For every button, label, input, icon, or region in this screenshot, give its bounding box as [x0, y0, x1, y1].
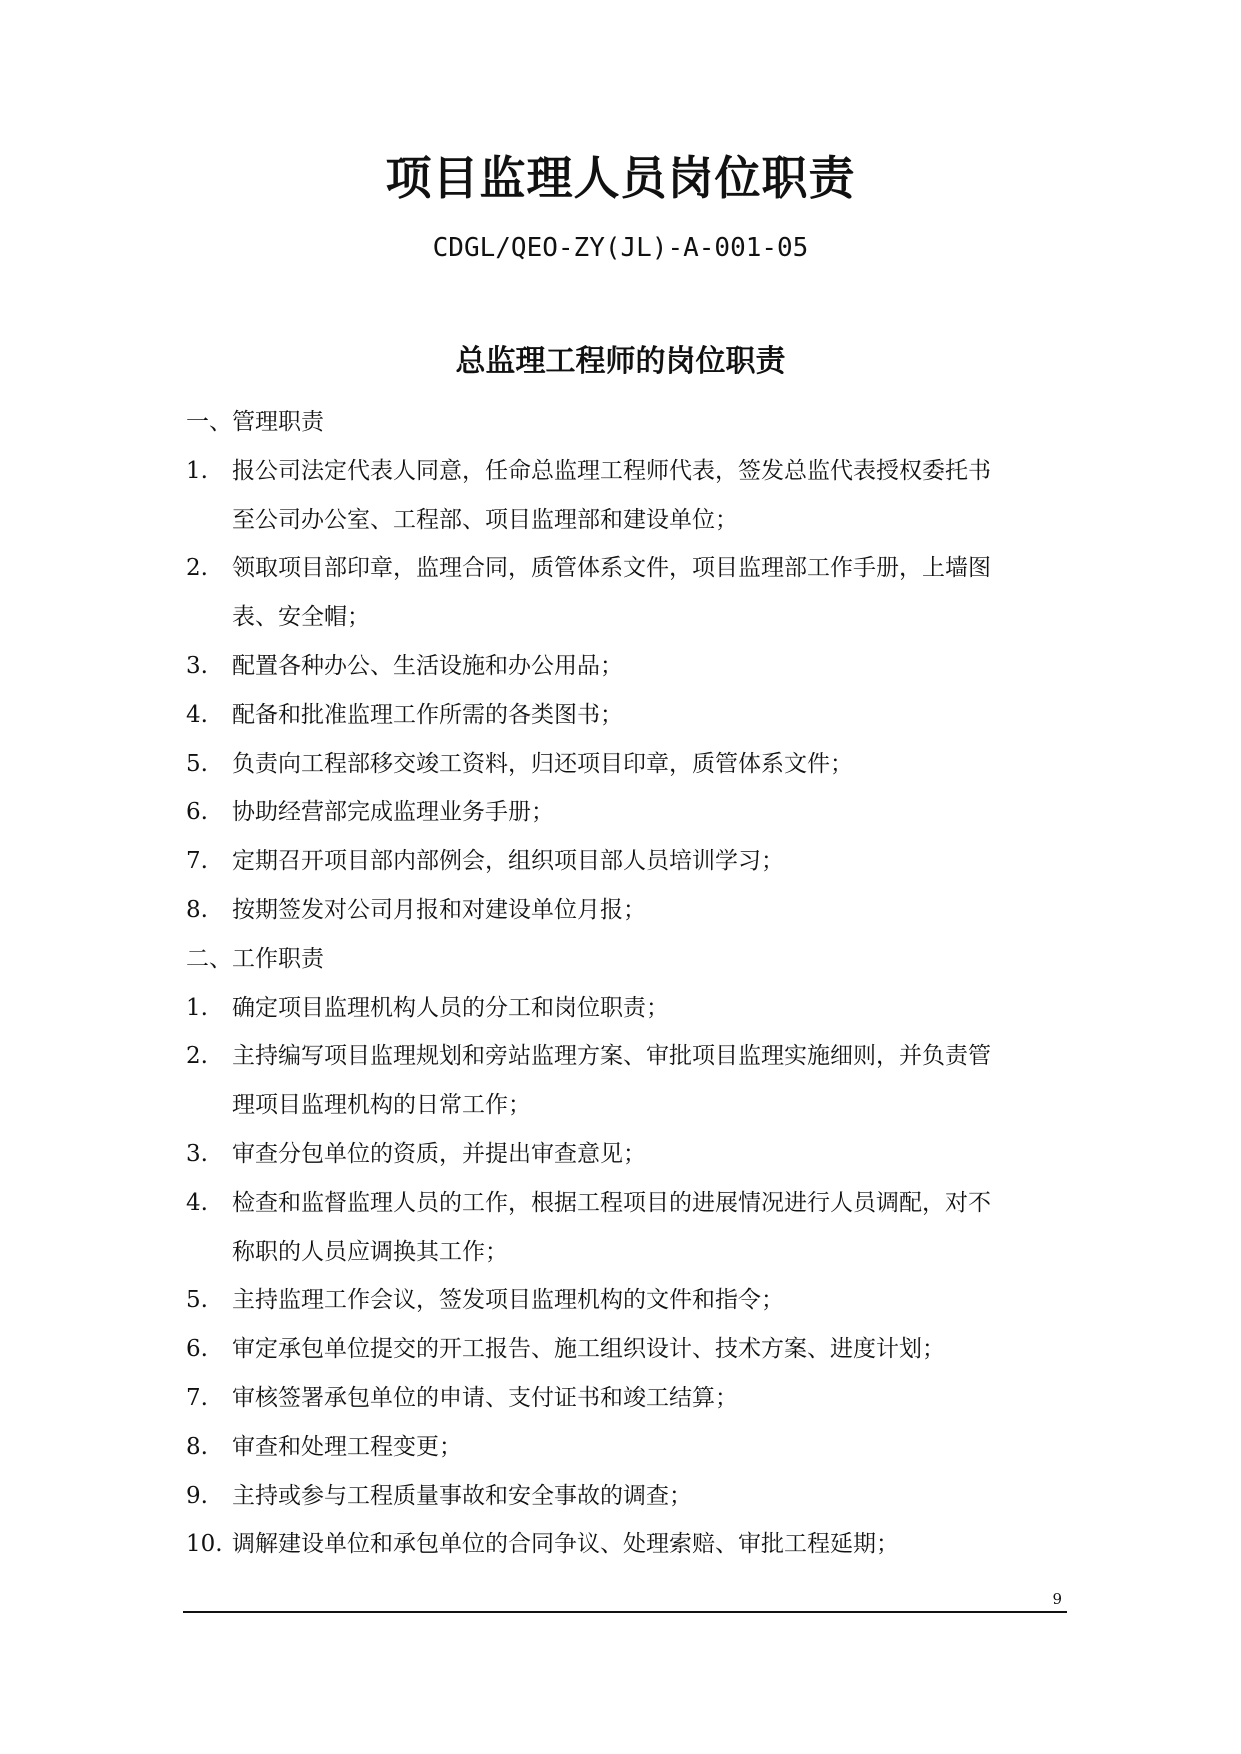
item-text: 审查分包单位的资质，并提出审查意见；	[232, 1140, 646, 1167]
item-number: 9.	[186, 1482, 208, 1509]
footer-rule	[183, 1611, 1067, 1613]
item-number: 10.	[186, 1531, 223, 1558]
list-item	[186, 1179, 1066, 1228]
item-number: 3.	[186, 1140, 208, 1167]
item-continuation: 理项目监理机构的日常工作；	[232, 1092, 531, 1119]
item-number: 1.	[186, 457, 208, 484]
item-text: 协助经营部完成监理业务手册；	[232, 799, 554, 826]
item-text: 配备和批准监理工作所需的各类图书；	[232, 701, 623, 728]
item-text: 确定项目监理机构人员的分工和岗位职责；	[232, 994, 669, 1021]
item-text: 检查和监督监理人员的工作，根据工程项目的进展情况进行人员调配，对不	[232, 1189, 991, 1216]
document-title: 项目监理人员岗位职责	[385, 151, 856, 205]
list-item	[186, 1276, 1066, 1325]
duties-content	[186, 398, 1066, 1569]
item-number: 2.	[186, 555, 208, 582]
list-item	[186, 447, 1066, 496]
item-text: 报公司法定代表人同意，任命总监理工程师代表，签发总监代表授权委托书	[232, 457, 991, 484]
item-continuation: 称职的人员应调换其工作；	[232, 1238, 508, 1265]
item-number: 2.	[186, 1043, 208, 1070]
item-number: 5.	[186, 750, 208, 777]
list-item	[186, 740, 1066, 789]
item-number: 6.	[186, 1336, 208, 1363]
item-text: 审查和处理工程变更；	[232, 1433, 462, 1460]
list-item	[186, 788, 1066, 837]
item-text: 审核签署承包单位的申请、支付证书和竣工结算；	[232, 1384, 738, 1411]
list-item	[186, 1472, 1066, 1521]
section-title: 总监理工程师的岗位职责	[455, 344, 786, 379]
item-text: 负责向工程部移交竣工资料，归还项目印章，质管体系文件；	[232, 750, 853, 777]
item-number: 4.	[186, 701, 208, 728]
item-number: 5.	[186, 1287, 208, 1314]
item-text: 主持编写项目监理规划和旁站监理方案、审批项目监理实施细则，并负责管	[232, 1043, 991, 1070]
item-number: 1.	[186, 994, 208, 1021]
list-item	[186, 544, 1066, 593]
item-number: 8.	[186, 1433, 208, 1460]
list-item	[186, 1520, 1066, 1569]
list-item	[186, 691, 1066, 740]
item-number: 7.	[186, 848, 208, 875]
document-code: CDGL/QEO-ZY(JL)-A-001-05	[432, 233, 809, 263]
item-text: 审定承包单位提交的开工报告、施工组织设计、技术方案、进度计划；	[232, 1336, 945, 1363]
list-item	[186, 1325, 1066, 1374]
list-item	[186, 984, 1066, 1033]
item-text: 主持或参与工程质量事故和安全事故的调查；	[232, 1482, 692, 1509]
section-heading-management: 一、管理职责	[186, 409, 324, 435]
item-text: 按期签发对公司月报和对建设单位月报；	[232, 896, 646, 923]
item-number: 3.	[186, 652, 208, 679]
item-text: 主持监理工作会议，签发项目监理机构的文件和指令；	[232, 1287, 784, 1314]
list-item	[186, 642, 1066, 691]
page-number: 9	[1052, 1590, 1062, 1608]
item-continuation: 至公司办公室、工程部、项目监理部和建设单位；	[232, 506, 738, 533]
item-number: 4.	[186, 1189, 208, 1216]
item-number: 6.	[186, 799, 208, 826]
item-text: 配置各种办公、生活设施和办公用品；	[232, 652, 623, 679]
item-text: 定期召开项目部内部例会，组织项目部人员培训学习；	[232, 848, 784, 875]
item-continuation: 表、安全帽；	[232, 604, 370, 631]
list-item	[186, 1130, 1066, 1179]
item-text: 领取项目部印章，监理合同，质管体系文件，项目监理部工作手册，上墙图	[232, 555, 991, 582]
list-item	[186, 1374, 1066, 1423]
list-item	[186, 886, 1066, 935]
item-number: 8.	[186, 896, 208, 923]
list-item	[186, 837, 1066, 886]
item-text: 调解建设单位和承包单位的合同争议、处理索赔、审批工程延期；	[232, 1531, 899, 1558]
list-item	[186, 1032, 1066, 1081]
section-heading-work: 二、工作职责	[186, 945, 324, 972]
item-number: 7.	[186, 1384, 208, 1411]
list-item	[186, 1423, 1066, 1472]
